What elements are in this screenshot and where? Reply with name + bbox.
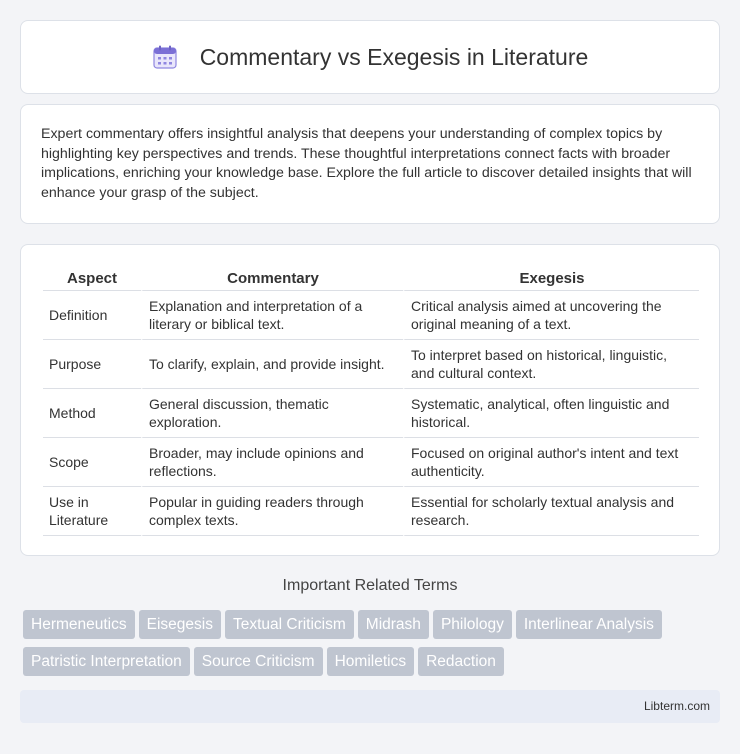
table-row	[43, 340, 699, 389]
aspect-cell: Definition	[43, 291, 141, 340]
related-terms-list	[23, 610, 723, 684]
table-row	[43, 291, 699, 340]
commentary-cell: Explanation and interpretation of a literary or biblical text.	[141, 291, 403, 340]
aspect-cell: Use in Literature	[43, 487, 141, 536]
table-row	[43, 438, 699, 487]
commentary-cell: General discussion, thematic exploration.	[141, 389, 403, 438]
commentary-cell: Broader, may include opinions and reflections.	[141, 438, 403, 487]
tag-interlinear-analysis[interactable]: Interlinear Analysis	[516, 610, 662, 639]
exegesis-cell: Systematic, analytical, often linguistic and historical.	[403, 389, 699, 438]
footer	[20, 690, 720, 723]
header-exegesis: Exegesis	[403, 265, 699, 291]
aspect-cell: Scope	[43, 438, 141, 487]
header-commentary: Commentary	[141, 265, 403, 291]
commentary-cell: Popular in guiding readers through complex texts.	[141, 487, 403, 536]
commentary-cell: To clarify, explain, and provide insight.	[141, 340, 403, 389]
exegesis-cell: Essential for scholarly textual analysis and research.	[403, 487, 699, 536]
related-terms-title: Important Related Terms	[282, 577, 458, 594]
header-card	[20, 20, 720, 94]
calendar-icon	[152, 44, 178, 70]
footer-site-link[interactable]: Libterm.com	[643, 699, 710, 713]
tag-midrash[interactable]: Midrash	[358, 610, 429, 639]
table-row	[43, 487, 699, 536]
aspect-cell: Method	[43, 389, 141, 438]
tag-source-criticism[interactable]: Source Criticism	[194, 647, 323, 676]
tag-hermeneutics[interactable]: Hermeneutics	[23, 610, 135, 639]
tag-philology[interactable]: Philology	[433, 610, 512, 639]
exegesis-cell: To interpret based on historical, linguistic, and cultural context.	[403, 340, 699, 389]
exegesis-cell: Focused on original author's intent and text authenticity.	[403, 438, 699, 487]
aspect-cell: Purpose	[43, 340, 141, 389]
intro-text: Expert commentary offers insightful analysis that deepens your understanding of complex topics by highlighting key perspectives and trends. These thoughtful interpretations connect facts with broader implications, enriching your knowledge base. Explore the full article to discover detailed insights that will enhance your grasp of the subject.	[41, 126, 692, 201]
comparison-table	[43, 265, 699, 536]
intro-card	[20, 104, 720, 224]
exegesis-cell: Critical analysis aimed at uncovering the original meaning of a text.	[403, 291, 699, 340]
table-row	[43, 389, 699, 438]
comparison-card	[20, 244, 720, 556]
tag-textual-criticism[interactable]: Textual Criticism	[225, 610, 354, 639]
tag-eisegesis[interactable]: Eisegesis	[139, 610, 221, 639]
tag-patristic-interpretation[interactable]: Patristic Interpretation	[23, 647, 190, 676]
tag-homiletics[interactable]: Homiletics	[327, 647, 414, 676]
page-title: Commentary vs Exegesis in Literature	[199, 43, 589, 70]
tag-redaction[interactable]: Redaction	[418, 647, 504, 676]
table-header-row	[43, 265, 699, 291]
header-aspect: Aspect	[43, 265, 141, 291]
